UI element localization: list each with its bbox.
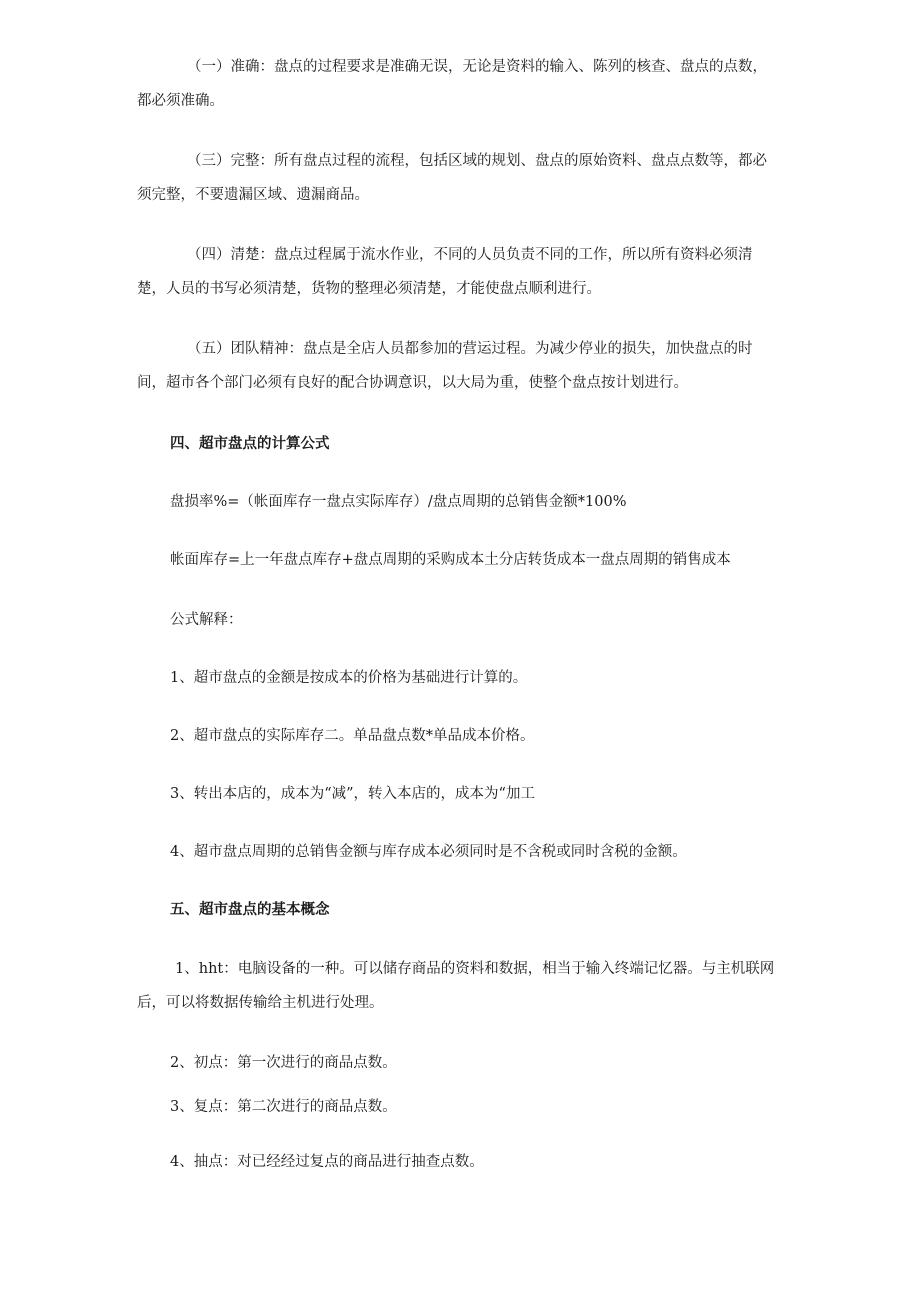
paragraph-completeness: （三）完整：所有盘点过程的流程，包括区域的规划、盘点的原始资料、盘点点数等，都必须完整，不要遗漏区域、遗漏商品。 (137, 153, 767, 203)
section5-heading: 五、超市盘点的基本概念 (170, 902, 330, 918)
explanation-item: 4、超市盘点周期的总销售金额与库存成本必须同时是不含税或同时含税的金额。 (170, 844, 687, 860)
formula-explanation-label: 公式解释： (170, 612, 243, 628)
concept-item-hht: 1、hht：电脑设备的一种。可以储存商品的资料和数据，相当于输入终端记忆器。与主机联网后，可以将数据传输给主机进行处理。 (137, 961, 775, 1011)
formula-loss-rate: 盘损率%=（帐面库存一盘点实际库存）/盘点周期的总销售金额*100% (170, 494, 627, 510)
paragraph-clarity: （四）清楚：盘点过程属于流水作业，不同的人员负责不同的工作，所以所有资料必须清楚，人员的书写必须清楚，货物的整理必须清楚，才能使盘点顺利进行。 (137, 247, 753, 297)
concept-item: 3、复点：第二次进行的商品点数。 (170, 1099, 397, 1115)
concept-item: 4、抽点：对已经经过复点的商品进行抽查点数。 (170, 1154, 484, 1170)
explanation-item: 3、转出本店的，成本为“减”，转入本店的，成本为“加工 (170, 786, 535, 802)
concept-item: 2、初点：第一次进行的商品点数。 (170, 1055, 397, 1071)
section4-heading: 四、超市盘点的计算公式 (170, 436, 330, 452)
paragraph-teamwork: （五）团队精神：盘点是全店人员都参加的营运过程。为减少停业的损失，加快盘点的时间，超市各个部门必须有良好的配合协调意识，以大局为重，使整个盘点按计划进行。 (137, 341, 753, 391)
explanation-item: 1、超市盘点的金额是按成本的价格为基础进行计算的。 (170, 670, 528, 686)
paragraph-accuracy: （一）准确：盘点的过程要求是准确无误，无论是资料的输入、陈列的核查、盘点的点数，都必须准确。 (137, 59, 767, 109)
explanation-item: 2、超市盘点的实际库存二。单品盘点数*单品成本价格。 (170, 728, 535, 744)
formula-book-inventory: 帐面库存=上一年盘点库存+盘点周期的采购成本土分店转货成本一盘点周期的销售成本 (170, 552, 731, 568)
